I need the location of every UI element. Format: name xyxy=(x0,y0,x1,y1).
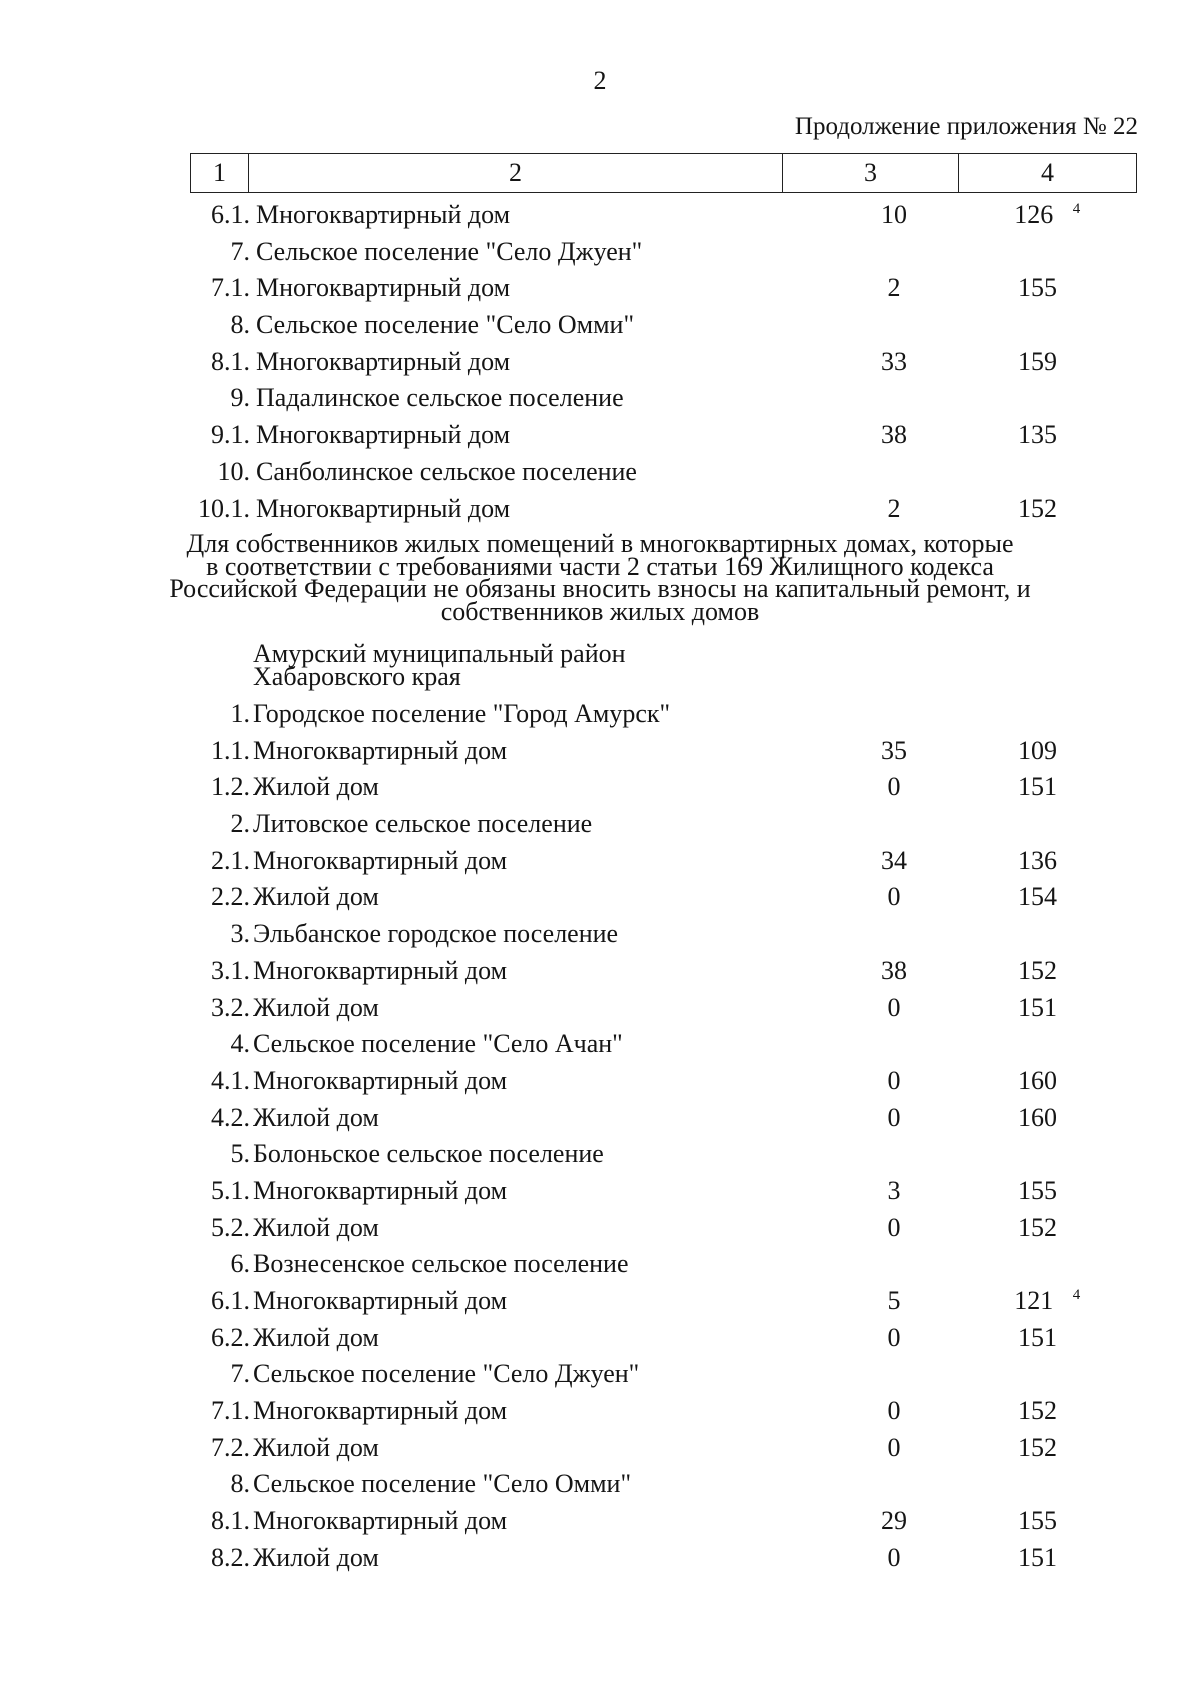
row-number: 8. xyxy=(230,1469,250,1499)
row-name: Городское поселение "Город Амурск" xyxy=(253,699,671,728)
table-row: 4.1. Многоквартирный дом 0 160 xyxy=(0,1063,1200,1100)
table-row: 2.2. Жилой дом 0 154 xyxy=(0,879,1200,916)
row-number: 1.1. xyxy=(211,735,250,765)
row-name: Жилой дом xyxy=(253,992,379,1022)
note-line: Российской Федерации не обязаны вносить взносы на капитальный ремонт, и xyxy=(169,574,1031,603)
table-row: 5.1. Многоквартирный дом 3 155 xyxy=(0,1173,1200,1210)
table-row: 7.1. Многоквартирный дом 0 152 xyxy=(0,1393,1200,1430)
row-number: 10.1. xyxy=(198,493,250,523)
table-row: 10.1. Многоквартирный дом 2 152 xyxy=(0,491,1200,528)
row-number: 7.2. xyxy=(211,1432,250,1462)
table-row xyxy=(0,454,1200,491)
row-number: 8.2. xyxy=(211,1542,250,1572)
row-number: 2. xyxy=(230,809,250,839)
row-number: 5.1. xyxy=(211,1175,250,1205)
row-name: Многоквартирный дом xyxy=(253,1286,508,1315)
row-name: Сельское поселение "Село Омми" xyxy=(253,1469,632,1499)
row-number: 1.2. xyxy=(211,772,250,802)
table-row: 8.1. Многоквартирный дом 29 155 xyxy=(0,1503,1200,1540)
row-number: 6.1. xyxy=(211,1286,250,1315)
row-name: Многоквартирный дом xyxy=(256,420,511,450)
row-number: 2.1. xyxy=(211,845,250,875)
note-line: собственников жилых домов xyxy=(440,596,760,626)
row-number: 4. xyxy=(230,1029,250,1059)
page-number: 2 xyxy=(593,66,607,95)
row-number: 6. xyxy=(230,1249,250,1279)
row-name: Многоквартирный дом xyxy=(253,1506,508,1536)
district-line: Хабаровского края xyxy=(253,662,461,691)
table-row: 9.1. Многоквартирный дом 38 135 xyxy=(0,417,1200,454)
row-name: Жилой дом xyxy=(253,1432,379,1462)
row-name: Многоквартирный дом xyxy=(253,1396,508,1426)
row-name: Многоквартирный дом xyxy=(253,1065,508,1095)
row-name: Сельское поселение "Село Джуен" xyxy=(256,236,643,266)
table-row xyxy=(0,1136,1200,1173)
row-name: Литовское сельское поселение xyxy=(253,809,593,839)
table-row: 7.2. Жилой дом 0 152 xyxy=(0,1430,1200,1467)
row-name: Жилой дом xyxy=(253,772,379,802)
row-number: 9.1. xyxy=(211,420,250,450)
table-row: 8.2. Жилой дом 0 151 xyxy=(0,1540,1200,1577)
row-number: 7.1. xyxy=(211,1396,250,1426)
row-number: 5.2. xyxy=(211,1212,250,1242)
row-number: 3. xyxy=(230,919,250,949)
table-row xyxy=(0,1246,1200,1283)
row-name: Жилой дом xyxy=(253,1322,379,1352)
table-row xyxy=(0,307,1200,344)
table-row xyxy=(0,234,1200,271)
row-number: 6.2. xyxy=(211,1322,250,1352)
row-number: 7. xyxy=(230,1359,250,1389)
row-number: 5. xyxy=(230,1139,250,1169)
footnote-mark: 4 xyxy=(1072,1287,1081,1303)
table-row: 2.1. Многоквартирный дом 34 136 xyxy=(0,843,1200,880)
row-number: 9. xyxy=(230,383,250,413)
row-name: Падалинское сельское поселение xyxy=(256,383,624,413)
table-row xyxy=(0,1466,1200,1503)
table-row: 6.1. Многоквартирный дом 5 121 $^4$ xyxy=(0,1283,1200,1320)
row-number: 8.1. xyxy=(211,346,250,376)
row-name: Сельское поселение "Село Джуен" xyxy=(253,1359,640,1389)
district-line: Амурский муниципальный район xyxy=(253,639,626,668)
continuation-label: Продолжение приложения № 22 xyxy=(794,113,1138,140)
row-name: Жилой дом xyxy=(253,1542,379,1572)
table-row xyxy=(0,916,1200,953)
row-name: Жилой дом xyxy=(253,882,379,912)
rows-bottom-section xyxy=(0,696,1200,1577)
row-name: Болоньское сельское поселение xyxy=(253,1139,604,1169)
table-row xyxy=(0,1356,1200,1393)
table-row: 7.1. Многоквартирный дом 2 155 xyxy=(0,270,1200,307)
table-row: 8.1. Многоквартирный дом 33 159 xyxy=(0,344,1200,381)
row-name: Многоквартирный дом xyxy=(256,346,511,376)
row-number: 6.1. xyxy=(211,200,250,229)
table-row: 6.2. Жилой дом 0 151 xyxy=(0,1320,1200,1357)
row-number: 4.1. xyxy=(211,1065,250,1095)
section-note xyxy=(0,529,1200,626)
row-number: 10. xyxy=(217,456,250,486)
row-name: Санболинское сельское поселение xyxy=(256,456,637,486)
column-header-3: 3 xyxy=(783,154,959,193)
table-row xyxy=(0,380,1200,417)
row-name: Многоквартирный дом xyxy=(253,1175,508,1205)
table-row: 1.1. Многоквартирный дом 35 109 xyxy=(0,733,1200,770)
column-header-1: 1 xyxy=(191,154,249,193)
district-heading xyxy=(253,639,626,691)
table-row: 3.1. Многоквартирный дом 38 152 xyxy=(0,953,1200,990)
table-row xyxy=(0,1026,1200,1063)
table-row: 4.2. Жилой дом 0 160 xyxy=(0,1100,1200,1137)
row-number: 2.2. xyxy=(211,882,250,912)
table-row xyxy=(0,696,1200,733)
row-name: Многоквартирный дом xyxy=(253,735,508,765)
row-number: 7.1. xyxy=(211,273,250,303)
note-line: в соответствии с требованиями части 2 статьи 169 Жилищного кодекса xyxy=(206,551,994,581)
row-number: 7. xyxy=(230,236,250,266)
row-name: Многоквартирный дом xyxy=(256,200,511,229)
row-name: Многоквартирный дом xyxy=(256,273,511,303)
table-row: 1.2. Жилой дом 0 151 xyxy=(0,769,1200,806)
note-line: Для собственников жилых помещений в многоквартирных домах, которые xyxy=(186,529,1014,558)
row-name: Сельское поселение "Село Ачан" xyxy=(253,1029,623,1059)
row-number: 8. xyxy=(230,310,250,340)
row-number: 4.2. xyxy=(211,1102,250,1132)
row-number: 8.1. xyxy=(211,1506,250,1536)
column-header-4: 4 xyxy=(959,154,1137,193)
table-row: 3.2. Жилой дом 0 151 xyxy=(0,990,1200,1027)
row-name: Сельское поселение "Село Омми" xyxy=(256,310,635,340)
table-row: 6.1. Многоквартирный дом 10 126 $^4$ xyxy=(0,197,1200,234)
row-number: 3.2. xyxy=(211,992,250,1022)
row-name: Многоквартирный дом xyxy=(256,493,511,523)
row-name: Жилой дом xyxy=(253,1102,379,1132)
column-header-table xyxy=(190,153,1137,193)
table-row xyxy=(0,806,1200,843)
row-number: 3.1. xyxy=(211,955,250,985)
row-name: Жилой дом xyxy=(253,1212,379,1242)
table-row: 5.2. Жилой дом 0 152 xyxy=(0,1210,1200,1247)
row-name: Многоквартирный дом xyxy=(253,845,508,875)
footnote-mark: 4 xyxy=(1072,201,1081,217)
rows-top-section xyxy=(0,197,1200,527)
row-name: Эльбанское городское поселение xyxy=(253,919,619,949)
row-name: Многоквартирный дом xyxy=(253,955,508,985)
row-name: Вознесенское сельское поселение xyxy=(253,1249,629,1279)
column-header-2: 2 xyxy=(249,154,783,193)
row-number: 1. xyxy=(230,699,250,728)
column-header-row xyxy=(191,154,1137,193)
